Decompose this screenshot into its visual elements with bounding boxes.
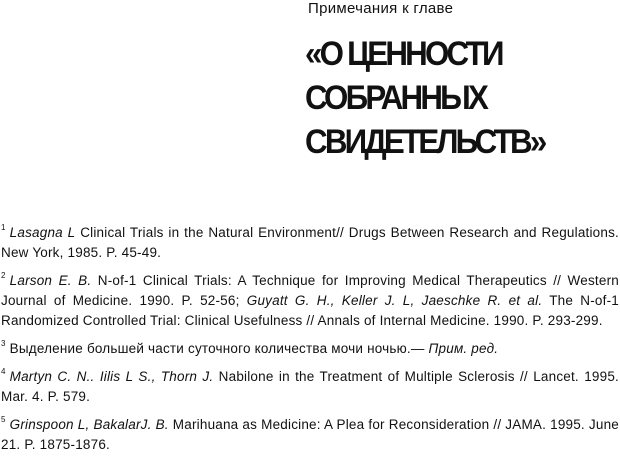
note-text: Выделение большей части суточного количества мочи ночью.— — [9, 341, 429, 356]
note-text: Nabilone in the Treatment of Multiple Sclerosis // Lancet. 1995. Mar. 4. P. 579. — [1, 369, 619, 404]
note-number: 4 — [1, 367, 6, 376]
note-authors: Martyn C. N.. Iilis L S., Thorn J. — [9, 369, 214, 384]
chapter-title — [305, 32, 544, 164]
note — [1, 362, 619, 407]
note-text: Clinical Trials in the Natural Environment// Drugs Between Research and Regulations. New York, 1985. P. 45-49. — [1, 225, 619, 260]
note-text: N-of-1 Clinical Trials: A Technique for Improving Medical Therapeutics // Western Journal of Medicine. 1990. P. 52-56; — [1, 273, 619, 308]
note — [1, 218, 619, 263]
note — [1, 334, 619, 359]
note-text: Marihuana as Medicine: A Plea for Reconsideration // JAMA. 1995. June 21. P. 1875-1876. — [1, 417, 620, 452]
note-number: 2 — [1, 271, 6, 280]
chapter-title-line: «О ЦЕННОСТИ — [305, 35, 502, 73]
editor-remark: Прим. ред. — [428, 341, 499, 356]
note-authors: Guyatt G. H., Keller J. L, Jaeschke R. et al. — [246, 293, 543, 308]
chapter-title-line: СВИДЕТЕЛЬСТВ» — [305, 123, 545, 161]
note-number: 1 — [1, 223, 6, 232]
note-number: 5 — [1, 415, 6, 424]
notes-list — [1, 218, 619, 458]
note-authors: Grinspoon L, BakalarJ. B. — [9, 417, 169, 432]
chapter-title-line: СОБРАННЫХ — [305, 79, 487, 117]
note-number: 3 — [1, 339, 6, 348]
note — [1, 410, 619, 455]
note-authors: Larson E. B. — [9, 273, 92, 288]
note-authors: Lasagna L — [9, 225, 76, 240]
chapter-subtitle: Примечания к главе — [308, 0, 454, 17]
note — [1, 266, 619, 331]
note-text: The N-of-1 Randomized Controlled Trial: Clinical Usefulness // Annals of Internal Medicine. 1990. P. 293-299. — [1, 293, 619, 328]
